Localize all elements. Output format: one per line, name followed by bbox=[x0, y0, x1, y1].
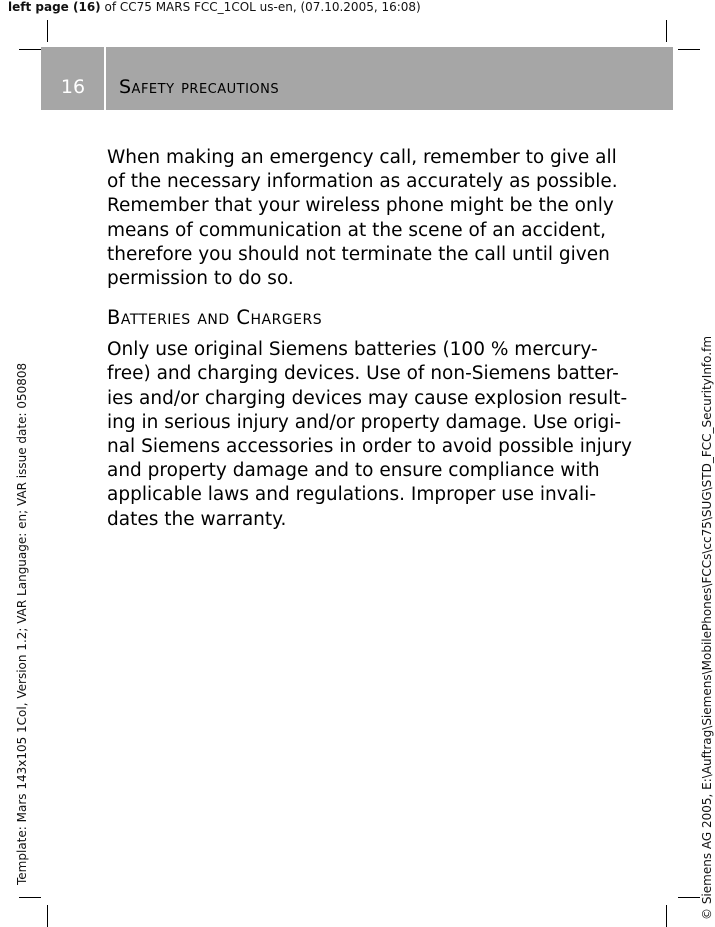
crop-mark bbox=[678, 897, 700, 898]
paragraph-line: nal Siemens accessories in order to avoid possible injury bbox=[107, 436, 632, 458]
page-title: Safety precautions bbox=[119, 76, 280, 98]
paragraph-line: of the necessary information as accurately as possible. bbox=[107, 171, 618, 193]
crop-mark bbox=[666, 905, 667, 927]
paragraph-line: free) and charging devices. Use of non-Siemens batter- bbox=[107, 363, 619, 385]
crop-mark bbox=[666, 20, 667, 42]
emergency-call-paragraph bbox=[107, 146, 618, 291]
paragraph-line: ies and/or charging devices may cause explosion result- bbox=[107, 387, 628, 409]
print-info-details: of CC75 MARS FCC_1COL us-en, (07.10.2005, 16:08) bbox=[100, 0, 421, 14]
copyright-path-margin: © Siemens AG 2005, E:\Auftrag\Siemens\MobilePhones\FCCs\cc75\SUG\STD_FCC_SecurityInfo.fm bbox=[700, 335, 714, 920]
section-heading-batteries: Batteries and Chargers bbox=[107, 306, 323, 330]
page-number: 16 bbox=[60, 76, 86, 98]
batteries-paragraph bbox=[107, 338, 632, 532]
paragraph-line: and property damage and to ensure compliance with bbox=[107, 460, 600, 482]
page-content bbox=[107, 146, 632, 532]
crop-mark bbox=[47, 20, 48, 42]
paragraph-line: Only use original Siemens batteries (100 % mercury- bbox=[107, 339, 598, 361]
paragraph-line: applicable laws and regulations. Improper use invali- bbox=[107, 484, 597, 506]
paragraph-line: When making an emergency call, remember to give all bbox=[107, 147, 617, 168]
crop-mark bbox=[19, 897, 41, 898]
paragraph-line: means of communication at the scene of an accident, bbox=[107, 219, 606, 241]
header-divider bbox=[104, 47, 106, 110]
crop-mark bbox=[678, 49, 700, 50]
paragraph-line: ing in serious injury and/or property damage. Use origi- bbox=[107, 411, 622, 433]
paragraph-line: dates the warranty. bbox=[107, 508, 287, 530]
paragraph-line: therefore you should not terminate the call until given bbox=[107, 243, 610, 265]
crop-mark bbox=[19, 49, 41, 50]
print-info-line bbox=[8, 0, 421, 15]
template-info-margin: Template: Mars 143x105 1Col, Version 1.2; VAR Language: en; VAR issue date: 050808 bbox=[15, 362, 29, 885]
paragraph-line: permission to do so. bbox=[107, 268, 294, 290]
print-info-page: left page (16) bbox=[8, 0, 101, 14]
crop-mark bbox=[47, 905, 48, 927]
paragraph-line: Remember that your wireless phone might be the only bbox=[107, 195, 614, 217]
